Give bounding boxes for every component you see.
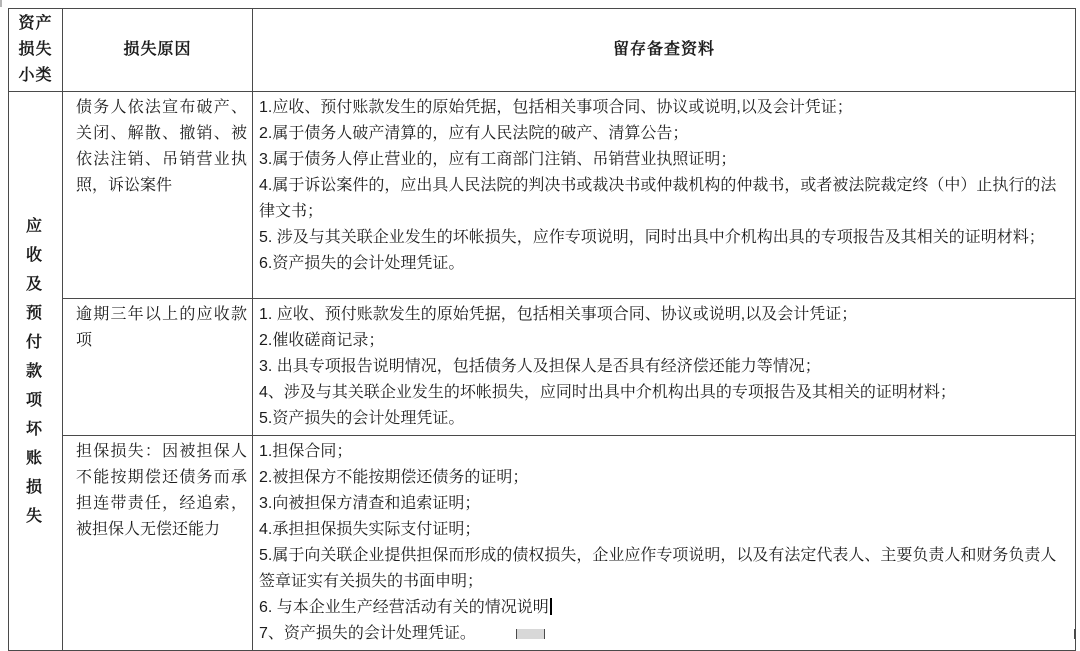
reason-cell: 担保损失：因被担保人不能按期偿还债务而承担连带责任，经追索，被担保人无偿还能力 xyxy=(63,436,253,651)
material-item: 4、涉及与其关联企业发生的坏帐损失，应同时出具中介机构出具的专项报告及其相关的证明材料； xyxy=(259,384,956,401)
material-item: 1.担保合同； xyxy=(259,443,353,460)
material-item: 1.应收、预付账款发生的原始凭据，包括相关事项合同、协议或说明,以及会计凭证； xyxy=(259,99,853,116)
materials-cell xyxy=(253,299,1076,436)
table-left-border-stub xyxy=(8,629,9,639)
material-item: 2.被担保方不能按期偿还债务的证明； xyxy=(259,469,529,486)
asset-loss-table xyxy=(8,8,1076,651)
material-item: 6.资产损失的会计处理凭证。 xyxy=(259,255,465,272)
material-item: 3. 出具专项报告说明情况，包括债务人及担保人是否具有经济偿还能力等情况； xyxy=(259,358,821,375)
table-row xyxy=(9,299,1076,436)
category-cell: 应收及预付款项坏账损失 xyxy=(9,92,63,651)
material-item: 4.属于诉讼案件的，应出具人民法院的判决书或裁决书或仲裁机构的仲裁书，或者被法院裁定终（中）止执行的法律文书； xyxy=(259,177,1057,220)
material-item: 7、资产损失的会计处理凭证。 xyxy=(259,625,476,642)
material-item: 2.属于债务人破产清算的，应有人民法院的破产、清算公告； xyxy=(259,125,689,142)
reason-cell: 逾期三年以上的应收款项 xyxy=(63,299,253,436)
cropped-next-row xyxy=(0,629,1080,639)
cropped-grey-cell xyxy=(516,629,545,639)
header-retained-materials: 留存备查资料 xyxy=(253,9,1076,92)
header-loss-reason: 损失原因 xyxy=(63,9,253,92)
material-item xyxy=(259,595,1071,621)
material-item: 1. 应收、预付账款发生的原始凭据，包括相关事项合同、协议或说明,以及会计凭证； xyxy=(259,306,858,323)
table-header-row xyxy=(9,9,1076,92)
text-cursor[interactable] xyxy=(550,598,552,615)
material-item: 3.向被担保方清查和追索证明； xyxy=(259,495,481,512)
material-item: 4.承担担保损失实际支付证明； xyxy=(259,521,481,538)
material-item: 5.属于向关联企业提供担保而形成的债权损失，企业应作专项说明，以及有法定代表人、主要负责人和财务负责人签章证实有关损失的书面申明； xyxy=(259,547,1057,590)
material-item: 2.催收磋商记录； xyxy=(259,332,385,349)
materials-cell xyxy=(253,436,1076,651)
material-item: 5. 涉及与其关联企业发生的坏帐损失，应作专项说明，同时出具中介机构出具的专项报告及其相关的证明材料； xyxy=(259,229,1045,246)
table-row xyxy=(9,92,1076,299)
header-asset-loss-subcategory: 资产损失小类 xyxy=(9,9,63,92)
material-item: 3.属于债务人停止营业的，应有工商部门注销、吊销营业执照证明； xyxy=(259,151,737,168)
material-item-text: 6. 与本企业生产经营活动有关的情况说明 xyxy=(259,599,549,616)
cropped-border-tick xyxy=(0,0,2,7)
material-item: 5.资产损失的会计处理凭证。 xyxy=(259,410,465,427)
reason-cell: 债务人依法宣布破产、关闭、解散、撤销、被依法注销、吊销营业执照，诉讼案件 xyxy=(63,92,253,299)
table-right-border-stub xyxy=(1074,629,1075,639)
table-row xyxy=(9,436,1076,651)
materials-cell xyxy=(253,92,1076,299)
